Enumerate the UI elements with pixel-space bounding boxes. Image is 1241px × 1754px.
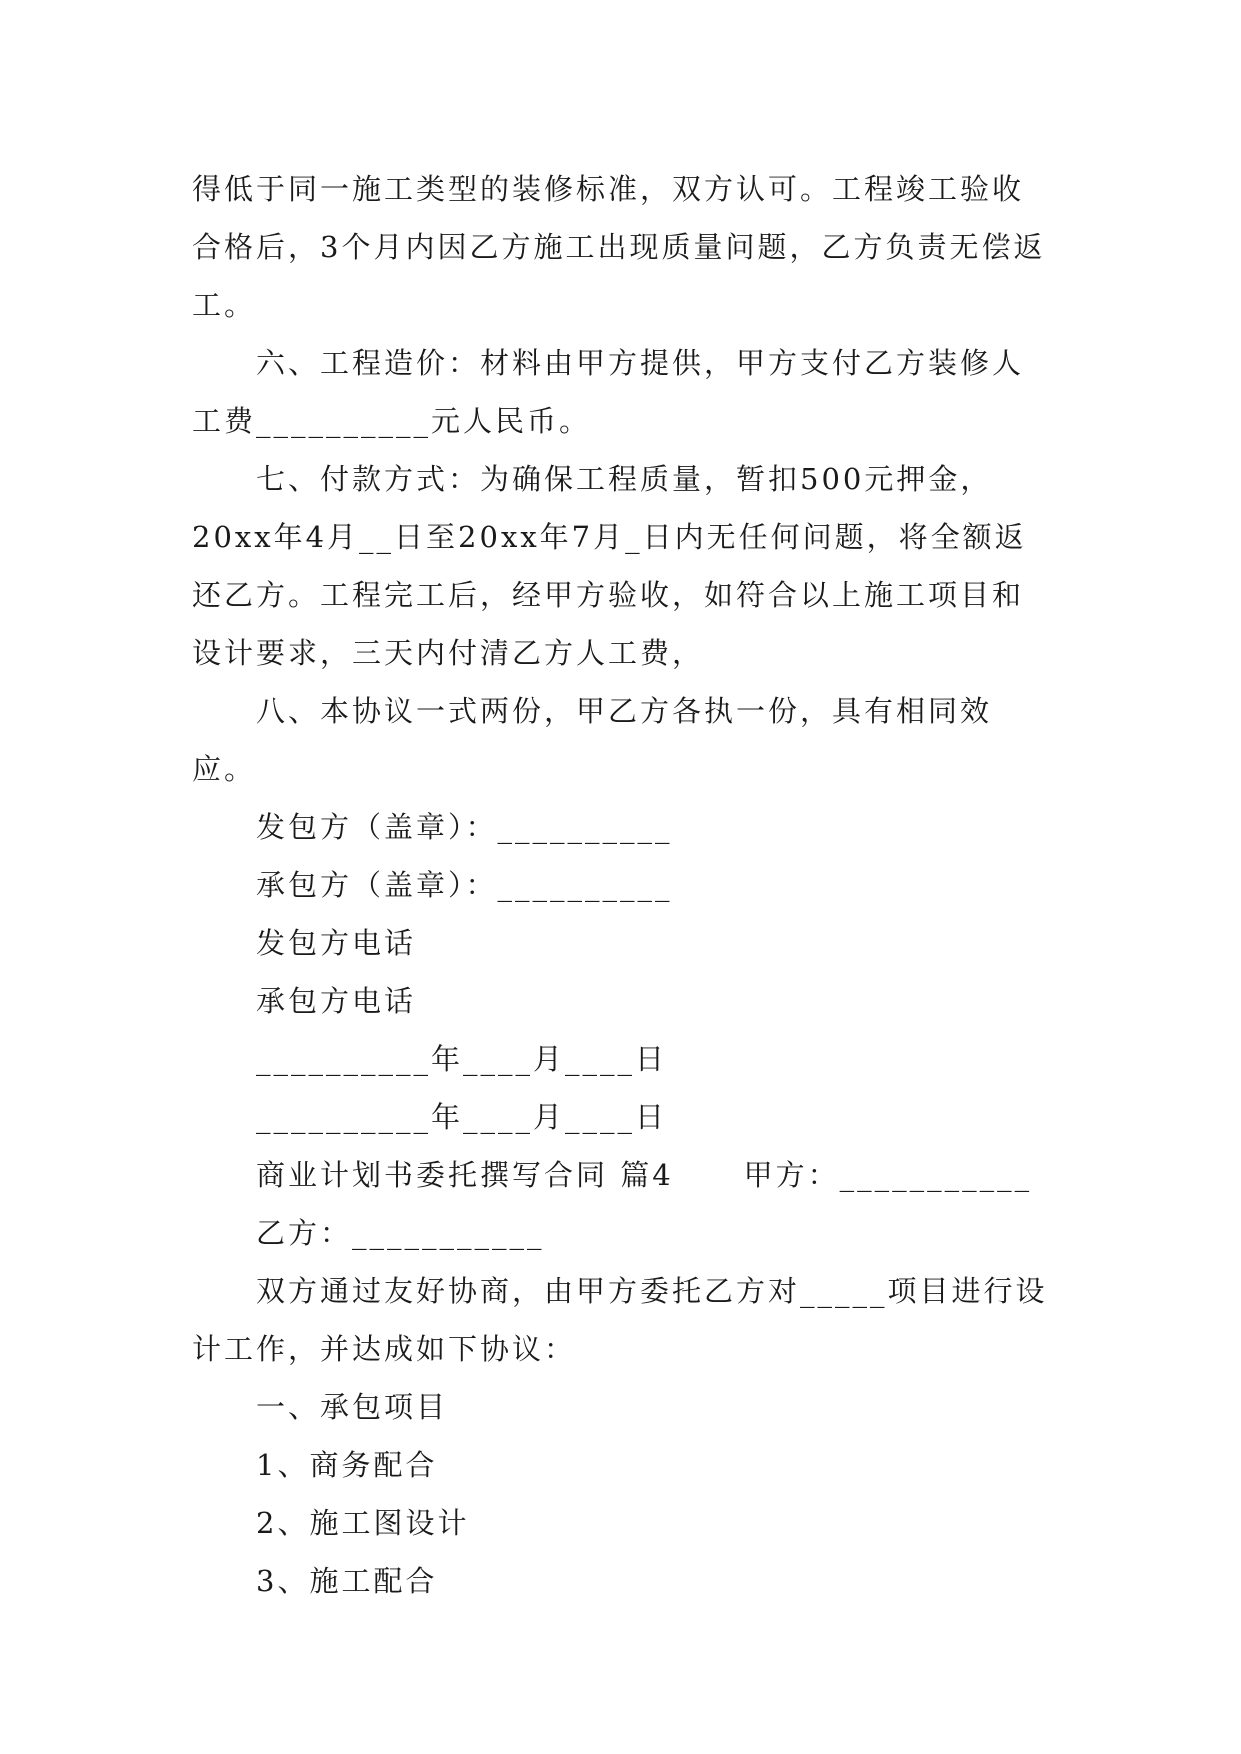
date-line-1: __________年____月____日 [256,1042,668,1076]
document-body [192,160,1052,1610]
list-item: 3、施工配合 [256,1564,438,1598]
paragraph-project-cost: 六、工程造价：材料由甲方提供，甲方支付乙方装修人工费__________元人民币。 [192,346,1025,438]
contract4-title: 商业计划书委托撰写合同 篇4 [256,1158,674,1192]
contractee-phone-line: 承包方电话 [256,984,417,1018]
party-b-field: 乙方：___________ [256,1216,545,1250]
contractor-phone-line: 发包方电话 [256,926,417,960]
paragraph-copies: 八、本协议一式两份，甲乙方各执一份，具有相同效应。 [192,694,993,786]
party-a-field: 甲方：___________ [743,1158,1033,1192]
paragraph-quality-warranty: 得低于同一施工类型的装修标准，双方认可。工程竣工验收合格后，3个月内因乙方施工出现质量问题，乙方负责无偿返工。 [192,172,1046,322]
date-line-2: __________年____月____日 [256,1100,668,1134]
list-item: 1、商务配合 [256,1448,438,1482]
paragraph-contract4-intro: 双方通过友好协商，由甲方委托乙方对_____项目进行设计工作，并达成如下协议： [192,1274,1048,1366]
contractor-seal-line: 发包方（盖章）：__________ [256,810,673,844]
section-heading-project: 一、承包项目 [256,1390,449,1424]
contractee-seal-line: 承包方（盖章）：__________ [256,868,673,902]
list-item: 2、施工图设计 [256,1506,470,1540]
contract4-title-line [192,1146,1052,1204]
paragraph-payment-method: 七、付款方式：为确保工程质量，暂扣500元押金，20xx年4月__日至20xx年7月_日内无任何问题，将全额返还乙方。工程完工后，经甲方验收，如符合以上施工项目和设计要求，三天内付清乙方人工费， [192,462,1027,670]
